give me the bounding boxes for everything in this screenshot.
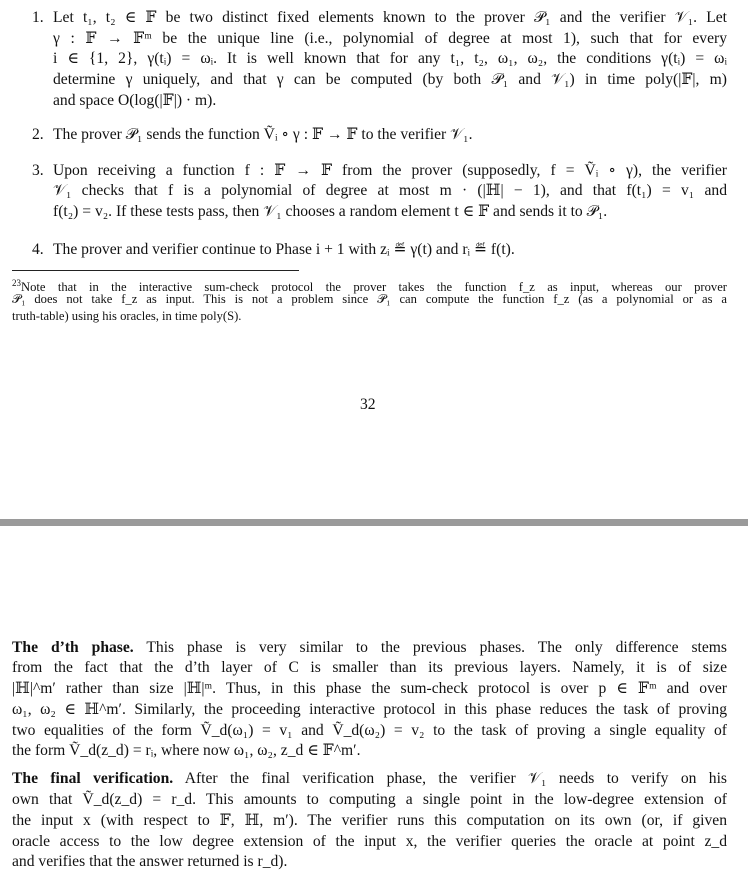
text-line: Upon receiving a function f : 𝔽 → 𝔽 from the prover (supposedly, f = Ṽᵢ ∘ γ), the verifier [53, 162, 727, 179]
footnote-rule [12, 270, 299, 271]
page-separator [0, 519, 748, 526]
text-line: and verifies that the answer returned is r_d). [12, 853, 288, 870]
item-number: 4. [32, 241, 44, 258]
text-line: oracle access to the low degree extension of the input x, the verifier queries the oracle at point z_d [12, 833, 727, 850]
footnote-line: 𝒫₁ does not take f_z as input. This is not a problem since 𝒫₁ can compute the function f_z (as a polynomial or as a [12, 292, 727, 306]
text-line: determine γ uniquely, and that γ can be computed (by both 𝒫₁ and 𝒱₁) in time poly(|𝔽|, m) [53, 71, 727, 88]
item-number: 1. [32, 9, 44, 26]
text-line: two equalities of the form Ṽ_d(ω₁) = v₁ and Ṽ_d(ω₂) = v₂ to the task of proving a single equality of [12, 722, 727, 739]
text-line [12, 638, 727, 658]
text-line: the form Ṽ_d(z_d) = rᵢ, where now ω₁, ω₂, z_d ∈ 𝔽^m′. [12, 742, 361, 759]
text-line [12, 769, 727, 789]
paragraph-heading: The final verification. [12, 770, 174, 787]
paragraph-heading: The d’th phase. [12, 639, 134, 656]
text-line: and space O(log(|𝔽|) · m). [53, 92, 217, 109]
text-line: f(t₂) = v₂. If these tests pass, then 𝒱₁ chooses a random element t ∈ 𝔽 and sends it to 𝒫₁. [53, 203, 608, 220]
text-line: γ : 𝔽 → 𝔽ᵐ be the unique line (i.e., polynomial of degree at most 1), such that for every [53, 30, 727, 47]
text-line: the input x (with respect to 𝔽, ℍ, m′). The verifier runs this computation on its own (or, if given [12, 812, 727, 829]
text-line: from the fact that the d’th layer of C is smaller than its previous layers. Namely, it is of size [12, 659, 727, 676]
text-line: own that Ṽ_d(z_d) = r_d. This amounts to computing a single point in the low-degree extension of [12, 791, 727, 808]
text-line: Let t₁, t₂ ∈ 𝔽 be two distinct fixed elements known to the prover 𝒫₁ and the verifier 𝒱₁. Let [53, 9, 727, 26]
text: After the final verification phase, the verifier 𝒱₁ needs to verify on his [184, 770, 727, 787]
text-line: |ℍ|^m′ rather than size |ℍ|ᵐ. Thus, in this phase the sum-check protocol is over p ∈ 𝔽ᵐ and over [12, 680, 727, 697]
footnote-mark: 23 [12, 278, 21, 288]
item-number: 3. [32, 162, 44, 179]
page-number: 32 [360, 396, 376, 413]
text-line: 𝒱₁ checks that f is a polynomial of degree at most m · (|ℍ| − 1), and that f(t₁) = v₁ and [53, 182, 727, 199]
text: This phase is very similar to the previous phases. The only difference stems [146, 639, 727, 656]
text-line: ω₁, ω₂ ∈ ℍ^m′. Similarly, the proceeding interactive protocol in this phase reduces the task of proving [12, 701, 727, 718]
text-line: i ∈ {1, 2}, γ(tᵢ) = ωᵢ. It is well known that for any t₁, t₂, ω₁, ω₂, the conditions γ(tᵢ) = ωᵢ [53, 50, 727, 67]
footnote-line: truth-table) using his oracles, in time poly(S). [12, 309, 242, 323]
item-number: 2. [32, 126, 44, 143]
text-line: The prover 𝒫₁ sends the function Ṽᵢ ∘ γ : 𝔽 → 𝔽 to the verifier 𝒱₁. [53, 126, 473, 143]
footnote-text: Note that in the interactive sum-check protocol the prover takes the function f_z as input, whereas our prover [21, 280, 727, 295]
text-line: The prover and verifier continue to Phase i + 1 with zᵢ ≝ γ(t) and rᵢ ≝ f(t). [53, 241, 515, 258]
